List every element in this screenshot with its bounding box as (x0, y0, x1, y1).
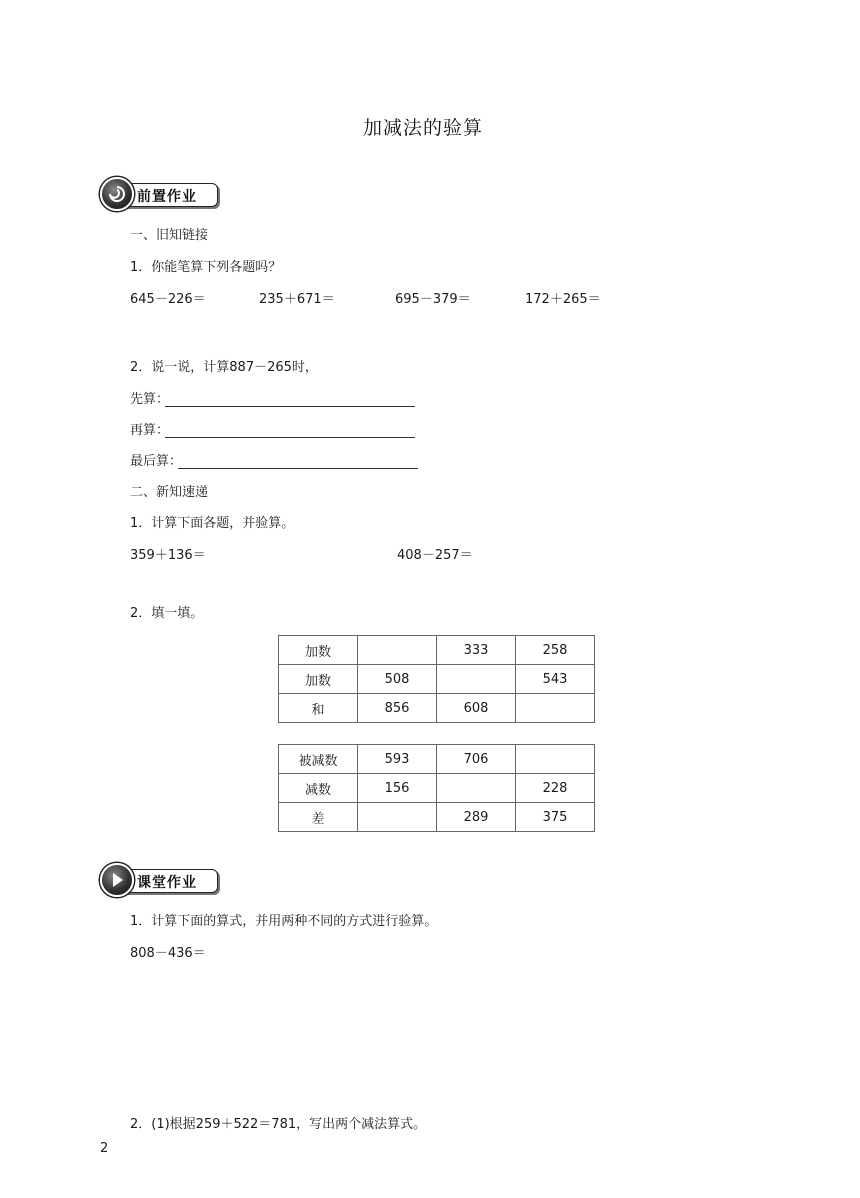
table-cell: 减数 (279, 774, 358, 803)
page-number: 2 (100, 1141, 109, 1156)
fill-label: 先算： (130, 392, 170, 407)
addition-table (278, 635, 595, 723)
badge-label: 课堂作业 (137, 875, 197, 891)
table-cell: 289 (437, 803, 516, 832)
swirl-icon (100, 177, 134, 211)
q2-label: 2．说一说，计算887－265时， (130, 360, 318, 375)
answer-blank[interactable] (165, 406, 415, 407)
q1-problem: 645－226＝ (130, 292, 206, 307)
table-cell[interactable] (358, 636, 437, 665)
page-title: 加减法的验算 (363, 117, 484, 139)
badge-tab (122, 869, 218, 893)
table-cell: 加数 (279, 665, 358, 694)
table-cell: 608 (437, 694, 516, 723)
table-cell[interactable] (437, 774, 516, 803)
table-cell: 228 (516, 774, 595, 803)
table-cell: 和 (279, 694, 358, 723)
table-cell: 706 (437, 745, 516, 774)
table-cell[interactable] (358, 803, 437, 832)
q4-label: 2．填一填。 (130, 606, 204, 621)
table-row (279, 694, 595, 723)
table-cell: 258 (516, 636, 595, 665)
table-cell: 375 (516, 803, 595, 832)
table-row (279, 636, 595, 665)
part1-heading: 一、旧知链接 (130, 228, 209, 243)
q3-label: 1．计算下面各题，并验算。 (130, 516, 295, 531)
table-cell: 差 (279, 803, 358, 832)
table-row (279, 803, 595, 832)
q1-label: 1．你能笔算下列各题吗？ (130, 260, 282, 275)
q3-problem: 408－257＝ (397, 548, 473, 563)
answer-blank[interactable] (178, 468, 418, 469)
q1-problem: 235＋671＝ (259, 292, 335, 307)
q5-problem: 808－436＝ (130, 946, 206, 961)
table-cell: 508 (358, 665, 437, 694)
table-cell[interactable] (437, 665, 516, 694)
table-row (279, 665, 595, 694)
badge-tab (122, 183, 218, 207)
section-badge-classwork (100, 863, 218, 897)
q5-label: 1．计算下面的算式，并用两种不同的方式进行验算。 (130, 914, 438, 929)
table-cell: 856 (358, 694, 437, 723)
table-cell: 543 (516, 665, 595, 694)
table-row (279, 745, 595, 774)
q1-problem: 695－379＝ (395, 292, 471, 307)
table-cell[interactable] (516, 745, 595, 774)
part2-heading: 二、新知速递 (130, 485, 209, 500)
play-icon (100, 863, 134, 897)
q1-problem: 172＋265＝ (525, 292, 601, 307)
q3-problem: 359＋136＝ (130, 548, 206, 563)
table-cell[interactable] (516, 694, 595, 723)
table-cell: 333 (437, 636, 516, 665)
table-cell: 被减数 (279, 745, 358, 774)
badge-label: 前置作业 (137, 189, 197, 205)
table-row (279, 774, 595, 803)
fill-label: 再算： (130, 423, 170, 438)
section-badge-preview (100, 177, 218, 211)
table-cell: 加数 (279, 636, 358, 665)
q6-label: 2．(1)根据259＋522＝781，写出两个减法算式。 (130, 1117, 427, 1132)
table-cell: 593 (358, 745, 437, 774)
fill-label: 最后算： (130, 454, 183, 469)
subtraction-table (278, 744, 595, 832)
table-cell: 156 (358, 774, 437, 803)
answer-blank[interactable] (165, 437, 415, 438)
